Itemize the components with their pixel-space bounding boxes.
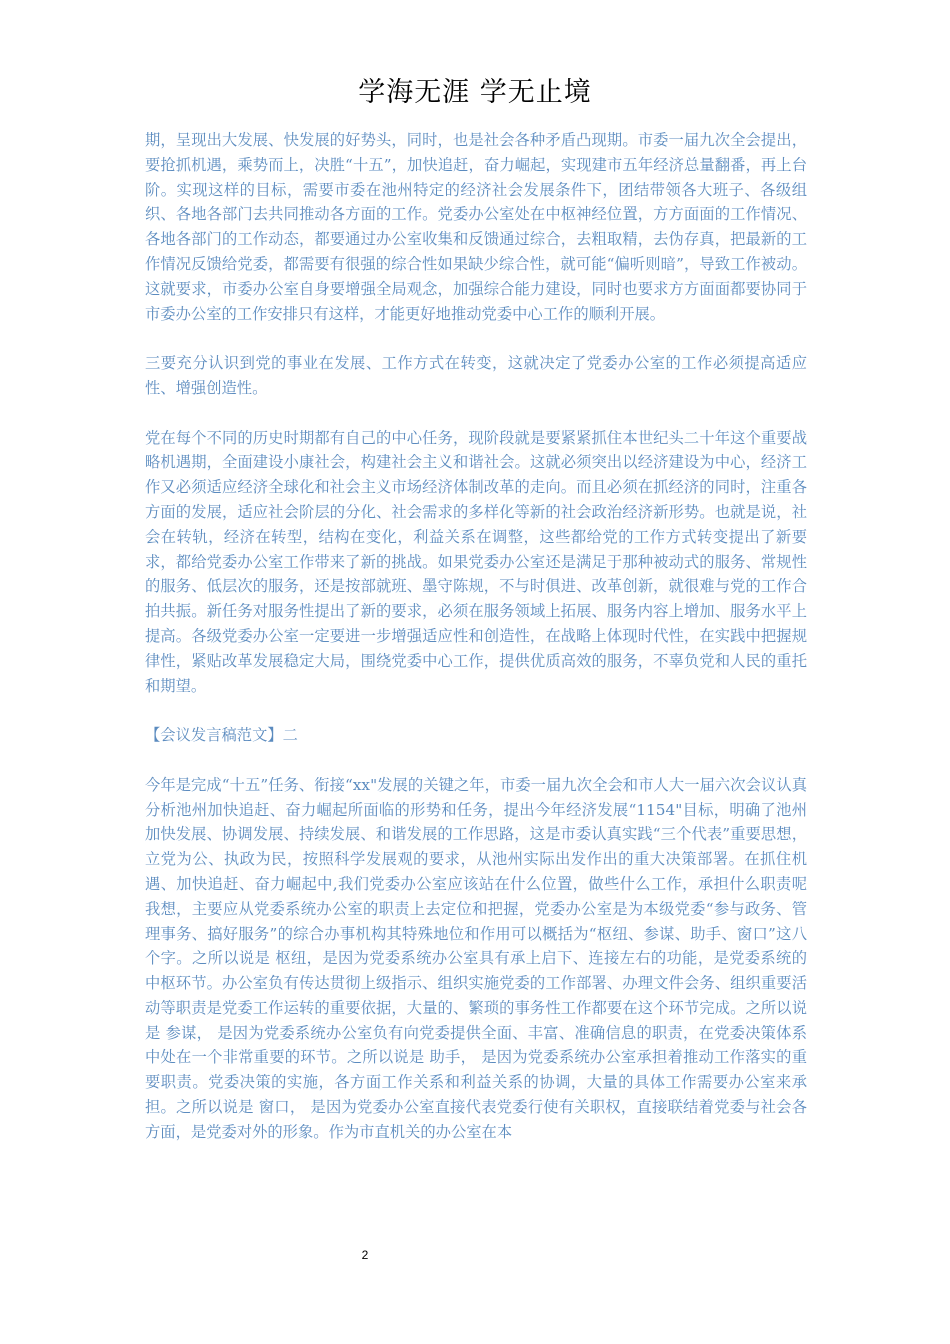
paragraph: 党在每个不同的历史时期都有自己的中心任务，现阶段就是要紧紧抓住本世纪头二十年这个重要战略机遇期，全面建设小康社会，构建社会主义和谐社会。这就必须突出以经济建设为中心，经济工作又必须适应经济全球化和社会主义市场经济体制改革的走向。而且必须在抓经济的同时，注重各方面的发展，适应社会阶层的分化、社会需求的多样化等新的社会政治经济新形势。也就是说，社会在转轨，经济在转型，结构在变化，利益关系在调整，这些都给党的工作方式转变提出了新要求，都给党委办公室工作带来了新的挑战。如果党委办公室还是满足于那种被动式的服务、常规性的服务、低层次的服务，还是按部就班、墨守陈规，不与时俱进、改革创新，就很难与党的工作合拍共振。新任务对服务性提出了新的要求，必须在服务领域上拓展、服务内容上增加、服务水平上提高。各级党委办公室一定要进一步增强适应性和创造性，在战略上体现时代性，在实践中把握规律性，紧贴改革发展稳定大局，围绕党委中心工作，提供优质高效的服务，不辜负党和人民的重托和期望。: [145, 428, 807, 695]
paragraph: 期，呈现出大发展、快发展的好势头，同时，也是社会各种矛盾凸现期。市委一届九次全会提出，要抢抓机遇，乘势而上，决胜“十五”，加快追赶，奋力崛起，实现建市五年经济总量翻番，再上台阶。实现这样的目标，需要市委在池州特定的经济社会发展条件下，团结带领各大班子、各级组织、各地各部门去共同推动各方面的工作。党委办公室处在中枢神经位置，方方面面的工作情况、各地各部门的工作动态，都要通过办公室收集和反馈通过综合，去粗取精，去伪存真，把最新的工作情况反馈给党委，都需要有很强的综合性如果缺少综合性，就可能“偏听则暗”，导致工作被动。这就要求，市委办公室自身要增强全局观念，加强综合能力建设，同时也要求方方面面都要协同于市委办公室的工作安排只有这样，才能更好地推动党委中心工作的顺利开展。: [145, 131, 807, 323]
paragraph: 三要充分认识到党的事业在发展、工作方式在转变，这就决定了党委办公室的工作必须提高适应性、增强创造性。: [145, 354, 807, 397]
document-body: [145, 128, 807, 1145]
page-header-title: 学海无涯 学无止境: [358, 77, 592, 108]
section-heading: 【会议发言稿范文】二: [145, 726, 298, 745]
page-number: 2: [361, 1248, 369, 1262]
paragraph: 今年是完成“十五”任务、衔接“xx"发展的关键之年，市委一届九次全会和市人大一届六次会议认真分析池州加快追赶、奋力崛起所面临的形势和任务，提出今年经济发展“1154"目标，明确了池州加快发展、协调发展、持续发展、和谐发展的工作思路，这是市委认真实践“三个代表”重要思想，立党为公、执政为民，按照科学发展观的要求，从池州实际出发作出的重大决策部署。在抓住机遇、加快追赶、奋力崛起中,我们党委办公室应该站在什么位置，做些什么工作，承担什么职责呢我想，主要应从党委系统办公室的职责上去定位和把握，党委办公室是为本级党委“参与政务、管理事务、搞好服务”的综合办事机构其特殊地位和作用可以概括为“枢纽、参谋、助手、窗口”这八个字。之所以说是 枢纽，是因为党委系统办公室具有承上启下、连接左右的功能，是党委系统的中枢环节。办公室负有传达贯彻上级指示、组织实施党委的工作部署、办理文件会务、组织重要活动等职责是党委工作运转的重要依据，大量的、繁琐的事务性工作都要在这个环节完成。之所以说是 参谋， 是因为党委系统办公室负有向党委提供全面、丰富、准确信息的职责，在党委决策体系中处在一个非常重要的环节。之所以说是 助手， 是因为党委系统办公室承担着推动工作落实的重要职责。党委决策的实施，各方面工作关系和利益关系的协调，大量的具体工作需要办公室来承担。之所以说是 窗口， 是因为党委办公室直接代表党委行使有关职权，直接联结着党委与社会各方面，是党委对外的形象。作为市直机关的办公室在本: [145, 775, 807, 1141]
